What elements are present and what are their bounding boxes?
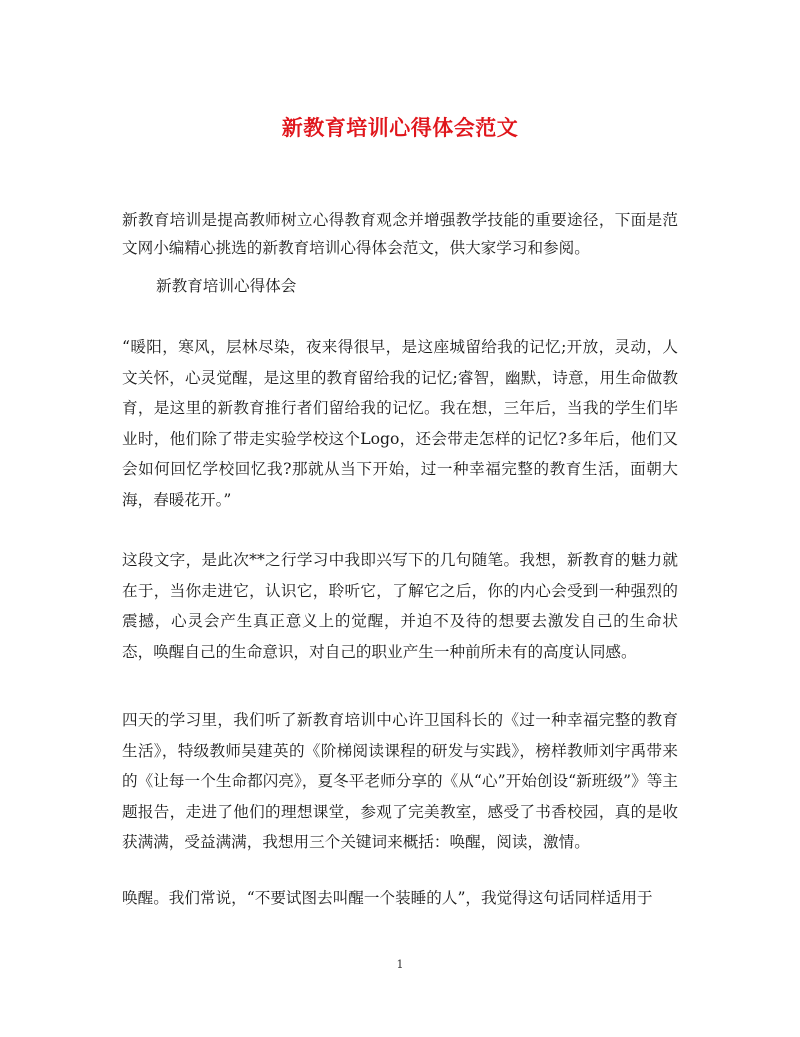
document-title: 新教育培训心得体会范文 (281, 115, 519, 140)
paragraph-reflection: 这段文字，是此次**之行学习中我即兴写下的几句随笔。我想，新教育的魅力就在于，当你走进它，认识它，聆听它，了解它之后，你的内心会受到一种强烈的震撼，心灵会产生真正意义上的觉醒，并迫不及待的想要去激发自己的生命状态，唤醒自己的生命意识，对自己的职业产生一种前所未有的高度认同感。 (122, 551, 678, 661)
paragraph-learning: 四天的学习里，我们听了新教育培训中心许卫国科长的《过一种幸福完整的教育生活》，特级教师吴建英的《阶梯阅读课程的研发与实践》，榜样教师刘宇禹带来的《让每一个生命都闪亮》，夏冬平老师分享的《从“心”开始创设“新班级”》等主题报告，走进了他们的理想课堂，参观了完美教室，感受了书香校园，真的是收获满满，受益满满，我想用三个关键词来概括：唤醒，阅读，激情。 (122, 711, 678, 851)
section-subheading: 新教育培训心得体会 (156, 277, 297, 295)
intro-paragraph: 新教育培训是提高教师树立心得教育观念并增强教学技能的重要途径，下面是范文网小编精心挑选的新教育培训心得体会范文，供大家学习和参阅。 (122, 211, 678, 257)
paragraph-quote: “暖阳，寒风，层林尽染，夜来得很早，是这座城留给我的记忆;开放，灵动，人文关怀，心灵觉醒，是这里的教育留给我的记忆;睿智，幽默，诗意，用生命做教育，是这里的新教育推行者们留给我的记忆。我在想，三年后，当我的学生们毕业时，他们除了带走实验学校这个Logo，还会带走怎样的记忆?多年后，他们又会如何回忆学校回忆我?那就从当下开始，过一种幸福完整的教育生活，面朝大海，春暖花开。” (122, 338, 678, 509)
page-number: 1 (396, 958, 404, 971)
paragraph-awakening: 唤醒。我们常说，“不要试图去叫醒一个装睡的人”，我觉得这句话同样适用于 (122, 889, 653, 907)
